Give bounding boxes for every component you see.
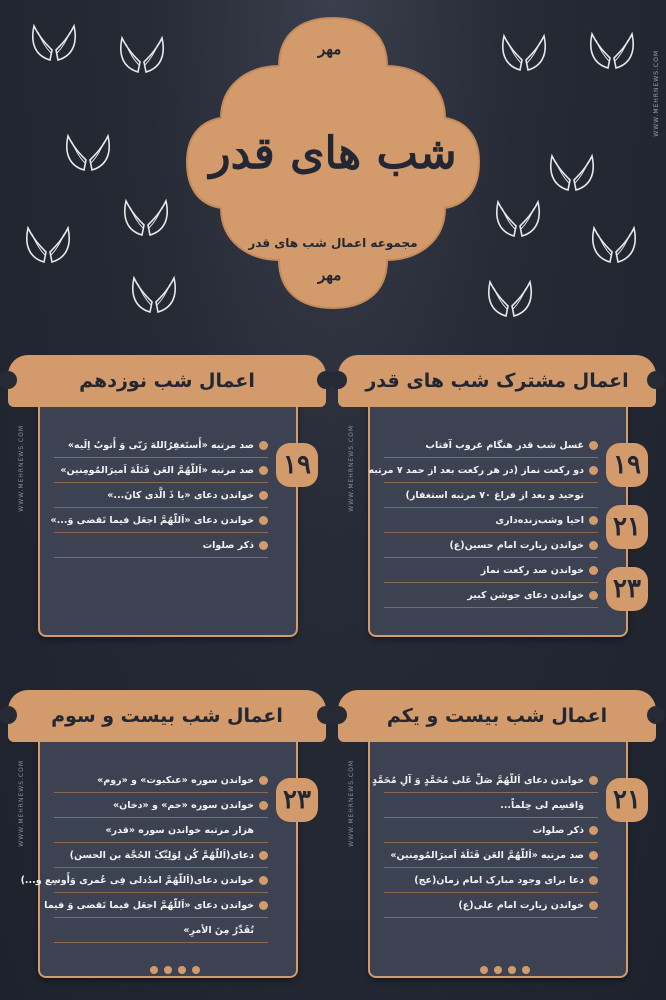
panel-title: اعمال شب نوزدهم	[79, 370, 255, 392]
list-item: خواندن زیارت امام علی(ع)	[384, 893, 598, 918]
list-item: صد مرتبه «اَللّهُمَّ العَن قَتَلَةَ اَميرَالمُومِنين»	[54, 458, 268, 483]
list-item: خواندن صد رکعت نماز	[384, 558, 598, 583]
ornament-top: مهر	[318, 40, 342, 58]
panel-title: اعمال مشترک شب های قدر	[365, 370, 629, 392]
wings-icon	[120, 195, 172, 239]
list-item: خواندن دعای «اَللّهُمَّ اجعَل فیما تَقضی وَ فیما	[54, 893, 268, 918]
wings-icon	[62, 130, 114, 174]
badge-19: ۱۹	[276, 443, 318, 487]
panel-header	[338, 690, 656, 742]
header-medallion	[183, 10, 483, 315]
badge-19: ۱۹	[606, 443, 648, 487]
panel-common-nights	[338, 355, 656, 645]
list-item: خواندن زیارت امام حسین(ع)	[384, 533, 598, 558]
list-item: خواندن دعای(اَللّهُمَّ امدُدلی فِی عُمری وَأَوسِع و...)	[54, 868, 268, 893]
side-watermark: WWW.MEHRNEWS.COM	[348, 760, 355, 847]
list-item: دعا برای وجود مبارک امام زمان(عج)	[384, 868, 598, 893]
wings-icon	[586, 28, 638, 72]
wings-icon	[588, 222, 640, 266]
panel-night-19	[8, 355, 326, 645]
list-item: خواندن سوره «حم» و «دخان»	[54, 793, 268, 818]
list-item: وَاقسِم لی حِلماً...	[384, 793, 598, 818]
list-item: هزار مرتبه خواندن سوره «قدر»	[54, 818, 268, 843]
list-item: خواندن دعای جوشن کبیر	[384, 583, 598, 608]
items-list	[50, 433, 268, 558]
list-item: ذکر صلوات	[384, 818, 598, 843]
panel-header	[8, 690, 326, 742]
page-subtitle: مجموعه اعمال شب های قدر	[248, 236, 418, 250]
list-item: دعای(اَللّهُمَّ کُن لِوَلِیِّکَ الحُجَّة بن الحسن)	[54, 843, 268, 868]
list-item: خواندن دعای «یا ذَ الَّذی کانَ...»	[54, 483, 268, 508]
wings-icon	[128, 272, 180, 316]
panel-night-21	[338, 690, 656, 990]
badge-21: ۲۱	[606, 778, 648, 822]
badge-23: ۲۳	[606, 567, 648, 611]
wings-icon	[22, 222, 74, 266]
side-watermark: WWW.MEHRNEWS.COM	[18, 425, 25, 512]
decorative-dots	[480, 966, 530, 974]
watermark: WWW.MEHRNEWS.COM	[653, 50, 660, 137]
list-item: احیا وشب‌زنده‌داری	[384, 508, 598, 533]
badge-23: ۲۳	[276, 778, 318, 822]
badge-21: ۲۱	[606, 505, 648, 549]
list-item: صد مرتبه «اَللّهُمَّ العَن قَتَلَةَ اَميرَالمُومِنين»	[384, 843, 598, 868]
list-item: غسل شب قدر هنگام غروب آفتاب	[384, 433, 598, 458]
page-title: شب های قدر	[209, 128, 457, 179]
panel-title: اعمال شب بیست و سوم	[51, 705, 283, 727]
list-item: تُقَدِّرُ مِنَ الأمرِ»	[54, 918, 268, 943]
list-item: خواندن سوره «عنکبوت» و «روم»	[54, 768, 268, 793]
panel-header	[338, 355, 656, 407]
ornament-bottom: مهر	[318, 266, 342, 284]
list-item: ذکر صلوات	[54, 533, 268, 558]
wings-icon	[546, 150, 598, 194]
wings-icon	[28, 20, 80, 64]
panel-title: اعمال شب بیست و یکم	[386, 705, 608, 727]
list-item: توحید و بعد از فراغ ۷۰ مرتبه استغفار)	[384, 483, 598, 508]
wings-icon	[492, 196, 544, 240]
items-list	[372, 768, 598, 918]
list-item: دو رکعت نماز (در هر رکعت بعد از حمد ۷ مرتبه	[384, 458, 598, 483]
decorative-dots	[150, 966, 200, 974]
wings-icon	[498, 30, 550, 74]
list-item: صد مرتبه «أَستَغفِرُاللهَ رَبّی وَ أَتوبُ اِلَیه»	[54, 433, 268, 458]
list-item: خواندن دعای اَللّهُمَّ صَلِّ عَلی مُحَمَّدٍ وَ آلِ مُحَمَّدٍ	[384, 768, 598, 793]
panel-night-23	[8, 690, 326, 990]
wings-icon	[116, 32, 168, 76]
side-watermark: WWW.MEHRNEWS.COM	[18, 760, 25, 847]
panel-header	[8, 355, 326, 407]
side-watermark: WWW.MEHRNEWS.COM	[348, 425, 355, 512]
wings-icon	[484, 276, 536, 320]
list-item: خواندن دعای «اَللّهُمَّ اجعَل فیما تَقضی وَ...»	[54, 508, 268, 533]
items-list	[368, 433, 598, 608]
